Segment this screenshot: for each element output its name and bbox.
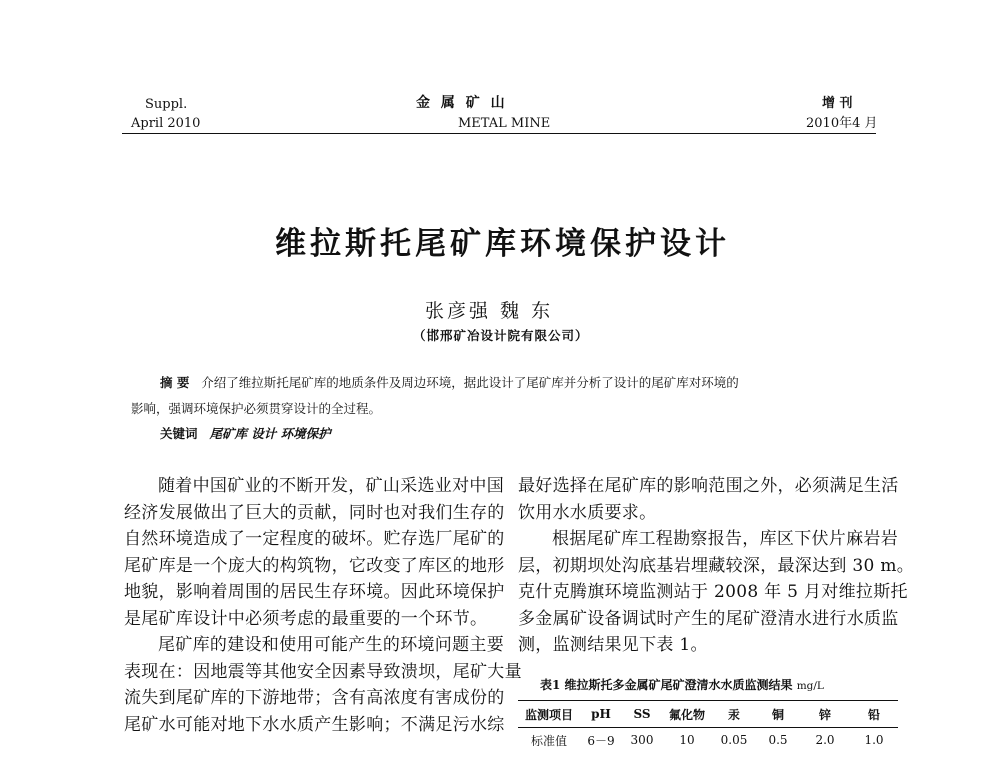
- table1-header-cell: 监测项目: [524, 707, 573, 722]
- table1: [518, 701, 898, 753]
- table1-header-cell: 铜: [771, 707, 784, 722]
- paper-authors: 张彦强 魏 东: [425, 300, 554, 322]
- body-left-line-5: 地貌，影响着周围的居民生存环境。因此环境保护: [124, 582, 505, 602]
- body-left-line-6: 是尾矿库设计中必须考虑的最重要的一个环节。: [124, 608, 488, 629]
- paper-affiliation: （邯邢矿冶设计院有限公司）: [413, 328, 589, 343]
- table1-header-cell: SS: [633, 707, 651, 721]
- body-left-line-7: 尾矿库的建设和使用可能产生的环境问题主要: [158, 635, 504, 655]
- table1-cell: 0.05: [720, 733, 748, 747]
- header-date-en: April 2010: [131, 116, 201, 131]
- body-right-line-1: 最好选择在尾矿库的影响范围之外，必须满足生活: [518, 476, 899, 496]
- body-left-line-10: 尾矿水可能对地下水水质产生影响；不满足污水综: [124, 714, 505, 735]
- body-right-column: [518, 473, 915, 659]
- table1-cell: 10: [679, 733, 695, 747]
- table1-cell: 300: [630, 733, 654, 747]
- abstract-text-2: 影响，强调环境保护必须贯穿设计的全过程。: [131, 401, 382, 416]
- abstract-label: 摘 要: [160, 375, 190, 390]
- body-left-line-2: 经济发展做出了巨大的贡献，同时也对我们生存的: [124, 502, 505, 523]
- table1-header-cell: 氟化物: [668, 707, 705, 722]
- keywords: 尾矿库 设计 环境保护: [209, 426, 331, 441]
- keywords-label: 关键词: [160, 426, 198, 441]
- table1-caption-line: [540, 676, 824, 693]
- table1-cell: 1.0: [864, 733, 884, 747]
- table-row: [518, 727, 898, 753]
- table1-unit: mg/L: [796, 680, 824, 692]
- body-left-line-9: 流失到尾矿库的下游地带；含有高浓度有害成份的: [124, 688, 505, 708]
- body-left-column: [124, 473, 522, 738]
- body-left-line-4: 尾矿库是一个庞大的构筑物，它改变了库区的地形: [124, 555, 505, 576]
- table1-cell: 2.0: [815, 733, 835, 747]
- body-left-line-3: 自然环境造成了一定程度的破坏。贮存选厂尾矿的: [124, 529, 505, 549]
- abstract-line-1: [160, 373, 739, 391]
- table1-header-cell: pH: [591, 707, 611, 721]
- table1-header-cell: 锌: [818, 707, 831, 722]
- table1-cell: 标准值: [530, 733, 567, 748]
- body-right-line-6: 多金属矿设备调试时产生的尾矿澄清水进行水质监: [518, 608, 899, 629]
- keywords-line: [160, 424, 331, 442]
- abstract-text-1: 介绍了维拉斯托尾矿库的地质条件及周边环境，据此设计了尾矿库并分析了设计的尾矿库对环境的: [201, 375, 739, 390]
- body-left-line-8: 表现在：因地震等其他安全因素导致溃坝，尾矿大量: [124, 661, 522, 682]
- table1-header-cell: 汞: [727, 707, 740, 722]
- header-journal-en: METAL MINE: [458, 116, 551, 131]
- table1-caption: 表1 维拉斯托多金属矿尾矿澄清水水质监测结果: [540, 678, 793, 692]
- paper-title: 维拉斯托尾矿库环境保护设计: [275, 226, 730, 262]
- body-right-line-5: 克什克腾旗环境监测站于 2008 年 5 月对维拉斯托: [518, 582, 908, 602]
- table1-cell: 6－9: [587, 733, 615, 748]
- header-date-cn: 2010年4 月: [806, 116, 878, 131]
- table1-header-cell: 铅: [867, 707, 880, 722]
- header-suppl-cn: 增 刊: [822, 96, 853, 111]
- body-right-line-7: 测，监测结果见下表 1。: [518, 635, 708, 655]
- header-rule: [122, 133, 876, 134]
- table1-header-row: [518, 701, 898, 727]
- body-right-line-3: 根据尾矿库工程勘察报告，库区下伏片麻岩岩: [552, 529, 898, 549]
- table1-cell: 0.5: [768, 733, 788, 747]
- header-suppl: Suppl.: [145, 97, 188, 112]
- body-right-line-4: 层，初期坝处沟底基岩埋藏较深，最深达到 30 m。: [518, 555, 915, 576]
- header-journal-cn: 金 属 矿 山: [416, 95, 508, 111]
- body-left-line-1: 随着中国矿业的不断开发，矿山采选业对中国: [158, 476, 504, 496]
- body-right-line-2: 饮用水水质要求。: [518, 502, 657, 523]
